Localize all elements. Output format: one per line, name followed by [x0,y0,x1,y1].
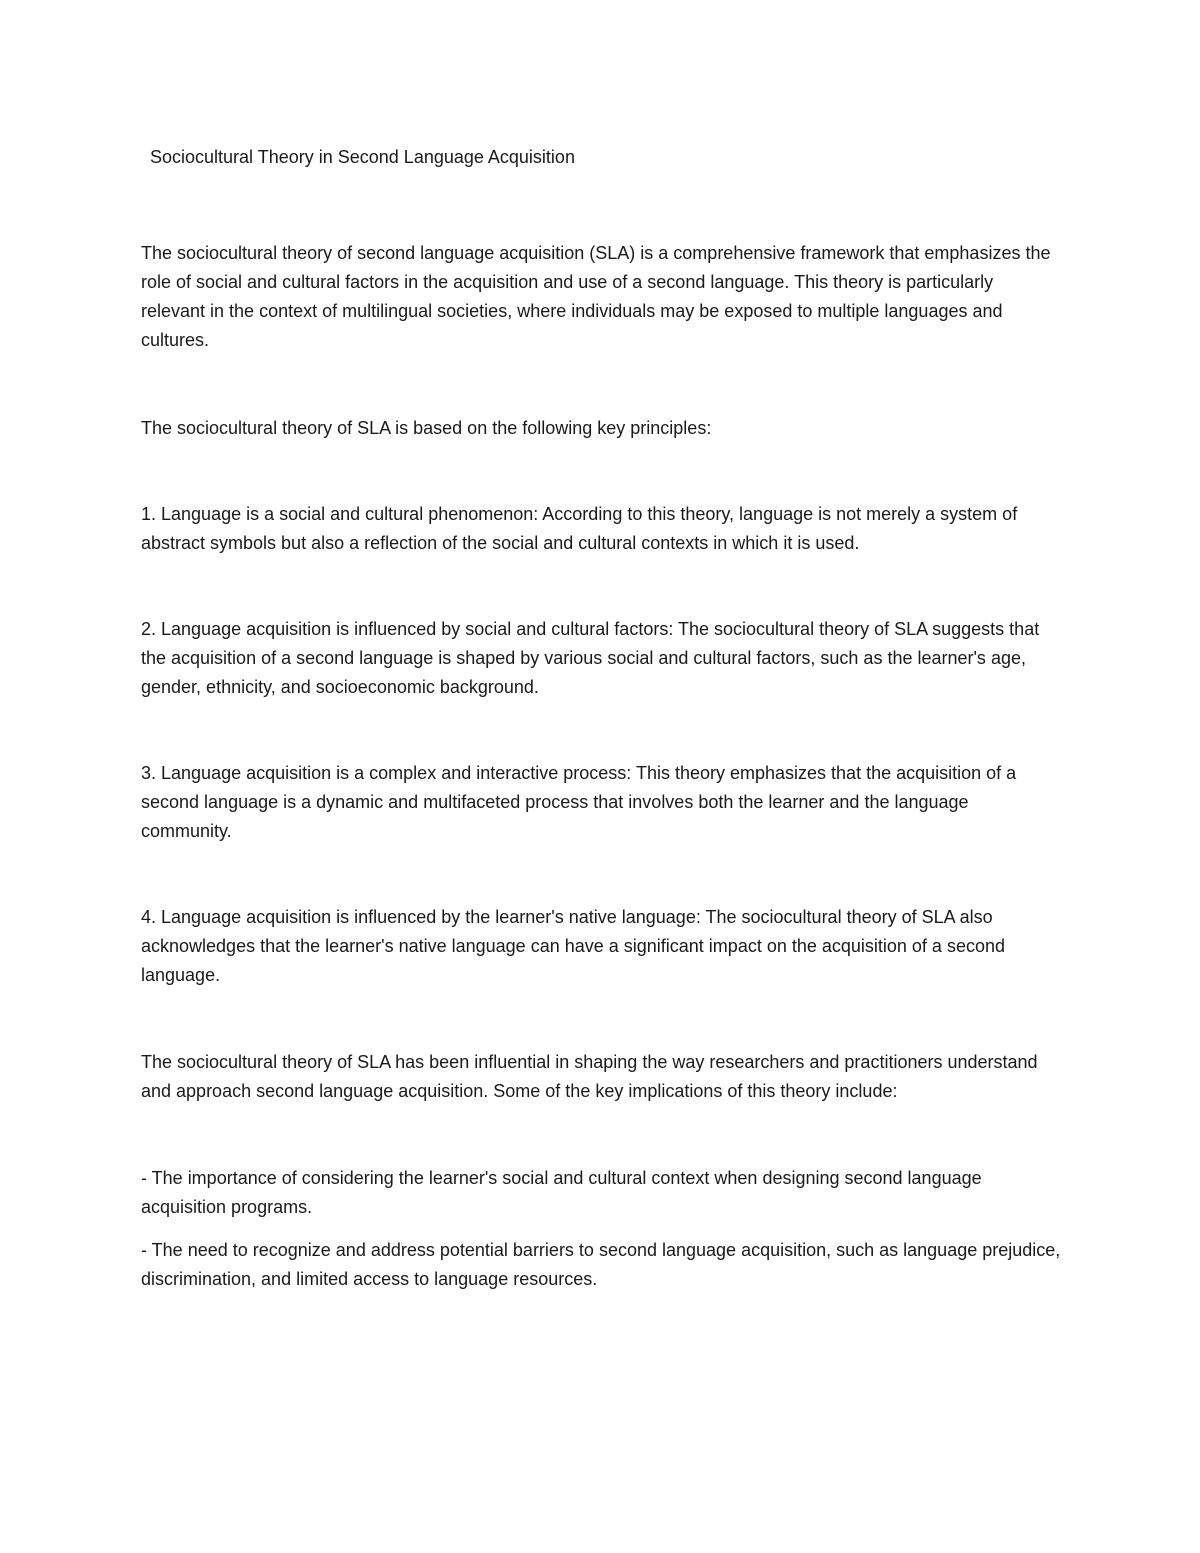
document-body [141,143,1061,1308]
principle-item: 3. Language acquisition is a complex and interactive process: This theory emphasizes that the acquisition of a second language is a dynamic and multifaceted process that involves both the learner and the language community. [141,763,1017,841]
implications-lead: The sociocultural theory of SLA has been influential in shaping the way researchers and practitioners understand and approach second language acquisition. Some of the key implications of this theory include: [141,1052,1038,1101]
principle-item: 2. Language acquisition is influenced by social and cultural factors: The sociocultural theory of SLA suggests that the acquisition of a second language is shaped by various social and cultural factors, such as the learner's age, gender, ethnicity, and socioeconomic background. [141,619,1040,697]
implication-item: - The importance of considering the learner's social and cultural context when designing second language acquisition programs. [141,1168,982,1217]
implication-item: - The need to recognize and address potential barriers to second language acquisition, such as language prejudice, discrimination, and limited access to language resources. [141,1240,1061,1289]
intro-paragraph: The sociocultural theory of second language acquisition (SLA) is a comprehensive framework that emphasizes the role of social and cultural factors in the acquisition and use of a second language. This theory is particularly relevant in the context of multilingual societies, where individuals may be exposed to multiple languages and cultures. [141,243,1051,350]
principle-item: 1. Language is a social and cultural phenomenon: According to this theory, language is not merely a system of abstract symbols but also a reflection of the social and cultural contexts in which it is used. [141,504,1018,553]
document-title: Sociocultural Theory in Second Language Acquisition [150,147,575,167]
principle-item: 4. Language acquisition is influenced by the learner's native language: The sociocultural theory of SLA also acknowledges that the learner's native language can have a significant impact on the acquisition of a second language. [141,907,1005,985]
principles-lead: The sociocultural theory of SLA is based on the following key principles: [141,418,712,438]
